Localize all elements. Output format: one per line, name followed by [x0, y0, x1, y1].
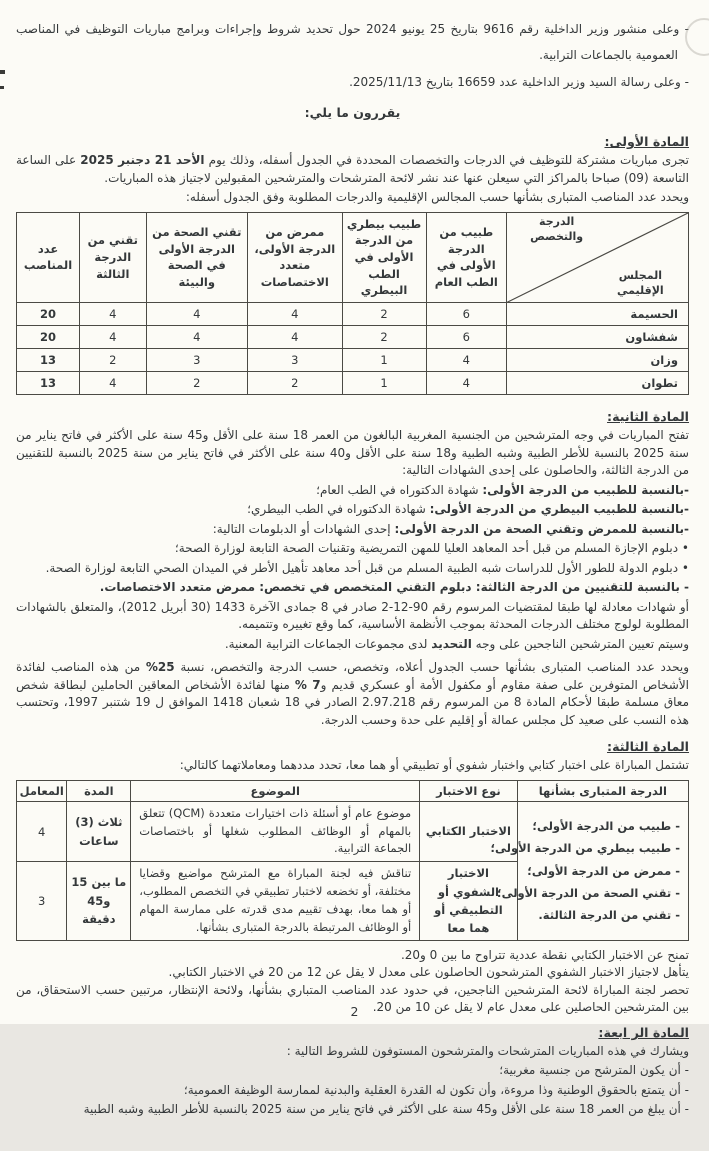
table-row	[17, 303, 689, 326]
degrees-cell	[490, 801, 688, 940]
requirement-label: -بالنسبة للطبيب البيطري من الدرجة الأولى:	[429, 502, 689, 517]
value-cell: 4	[248, 303, 343, 326]
column-header: الموضوع	[131, 780, 420, 801]
diploma-bullet	[16, 540, 689, 558]
quota-text: ويحدد عدد المناصب المتبارى بشأنها حسب الجدول أعلاه، وتخصص، حسب الدرجة والتخصص، نسبة	[174, 660, 689, 675]
article-2-title: المادة الثانية:	[607, 409, 689, 425]
article-1-text: تجرى مباريات مشتركة للتوظيف في الدرجات والتخصصات المحددة في الجدول أسفله، وذلك يوم	[204, 153, 689, 168]
scan-artifact	[0, 86, 4, 89]
column-header: عدد المناصب	[17, 212, 80, 302]
column-header: تقني من الدرجة الثالثة	[80, 212, 146, 302]
value-cell: 4	[426, 349, 506, 372]
note-written-score: تمنح عن الاختبار الكتابي نقطة عددية تتراوح ما بين 0 و20.	[400, 947, 689, 962]
preamble-item: - وعلى رسالة السيد وزير الداخلية عدد 16659 بتاريخ 2025/11/13.	[349, 74, 689, 89]
bullet-icon: •	[681, 560, 689, 575]
quota-text: منها لفائدة الأشخاص المعاقين الحاملين لبطاقة شخص معاق مسلمة طبقا لأحكام المادة 8 من المرسوم رقم 2.97.218 الصادر في 18 شعبان 1418 الموافق ل 19 شتنبر 1997، وتحتسب هذه النسب على صعيد كل مجلس عمالة أو إقليم على حدة وحسب الدرجة.	[16, 677, 690, 727]
requirement-text: شهادة الدكتوراه في الطب العام؛	[316, 482, 483, 497]
preamble	[16, 16, 689, 95]
column-header: تقني الصحة من الدرجة الأولى في الصحة والبيئة	[146, 212, 248, 302]
requirement-text: إحدى الشهادات أو الدبلومات التالية:	[212, 521, 395, 536]
appointment-emphasis: التحديد	[431, 636, 472, 651]
exam-date: الأحد 21 دجنبر 2025	[80, 153, 205, 168]
column-header: الدرجة المتبارى بشأنها	[517, 780, 688, 801]
council-cell: الحسيمة	[507, 303, 689, 326]
value-cell: 2	[146, 372, 248, 395]
council-cell: تطوان	[507, 372, 689, 395]
corner-label-degree: الدرجة والتخصص	[530, 214, 584, 243]
article-2-intro: تفتح المباريات في وجه المترشحين من الجنسية المغربية البالغون من العمر 18 سنة على الأقل و45 سنة على الأكثر في فاتح يناير من سنة 2025 بالنسبة للأطر الطبية وشبه الطبية و18 سنة على الأقل و40 سنة على الأكثر في فاتح يناير من سنة 2025 بالنسبة للتقنيين من الدرجة الثالثة، والحاصلون على إحدى الشهادات التالية:	[16, 428, 689, 478]
decision-heading: يقررون ما يلي:	[304, 105, 401, 121]
value-cell: 3	[248, 349, 343, 372]
value-cell: 4	[248, 326, 343, 349]
requirement-label: -بالنسبة للممرض وتقني الصحة من الدرجة الأولى:	[394, 521, 689, 536]
degree-requirement-item	[16, 501, 689, 519]
table-row	[17, 372, 689, 395]
value-cell: 4	[80, 372, 146, 395]
value-cell: 4	[80, 326, 146, 349]
column-header: المدة	[67, 780, 131, 801]
quota-percent-disability: 7 %	[294, 677, 321, 692]
degree-line: - تقني من الدرجة الثالثة.	[538, 908, 680, 923]
article-1-paragraph	[16, 152, 689, 187]
equivalence-paragraph: أو شهادات معادلة لها طبقا لمقتضيات المرسوم رقم 90-12-2 صادر في 8 جمادى الآخرة 1433 (30 أبريل 2012)، والمتعلق بالشهادات المطلوبة لولوج مختلف الدرجات المحدثة بموجب الأنظمة الأساسية، كما وقع تغييره وتتميمه.	[16, 599, 690, 632]
note-oral-threshold: يتأهل لاجتياز الاختبار الشفوي المترشحون الحاصلون على معدل لا يقل عن 12 من 20 في الاختبار الكتابي.	[168, 965, 689, 980]
degree-line: - طبيب من الدرجة الأولى؛	[532, 818, 680, 833]
article-1-title: المادة الأولى:	[604, 134, 689, 150]
quota-text: من هذه المناصب لفائدة الأشخاص المتوفرين على صفة مقاوم أو مكفول الأمة أو عسكري قديم و	[16, 660, 690, 692]
condition-item: - أن يتمتع بالحقوق الوطنية وذا مروءة، وأن تكون له القدرة العقلية والبدنية لممارسة الوظيفة العمومية؛	[183, 1082, 689, 1097]
corner-cell	[507, 212, 689, 302]
quota-paragraph	[16, 659, 689, 729]
column-header: نوع الاختبار	[420, 780, 517, 801]
preamble-item-text: وعلى منشور وزير الداخلية رقم 9616 بتاريخ 25 يونيو 2024 حول تحديد شروط وإجراءات وبرامج مباريات التوظيف في المناصب العمومية بالجماعات الترابية.	[16, 22, 680, 63]
value-cell: 4	[146, 326, 248, 349]
bullet-icon: •	[681, 541, 689, 556]
table-row	[17, 349, 689, 372]
article-4-intro: ويشارك في هذه المباريات المترشحات والمترشحون المستوفون للشروط التالية :	[286, 1043, 689, 1058]
appointment-paragraph	[16, 636, 689, 654]
appointment-text: لدى مجموعات الجماعات الترابية المعنية.	[224, 636, 432, 651]
diploma-bullet	[16, 560, 689, 578]
diploma-text: دبلوم الإجازة المسلم من قبل أحد المعاهد العليا للمهن التمريضية وتقنيات الصحة التابعة لوزارة الصحة؛	[174, 541, 679, 556]
preamble-item-text: وعلى رسالة السيد وزير الداخلية عدد 16659 بتاريخ 2025/11/13.	[349, 74, 681, 89]
condition-item: - أن يبلغ من العمر 18 سنة على الأقل و45 سنة على الأكثر في فاتح يناير من سنة 2025 بالنسبة للأطر الطبية وشبه الطبية	[83, 1102, 689, 1117]
degree-line: - ممرض من الدرجة الأولى؛	[527, 863, 680, 878]
table-row	[17, 801, 689, 861]
requirement-text: شهادة الدكتوراه في الطب البيطري؛	[247, 502, 430, 517]
value-cell: 6	[426, 303, 506, 326]
exam-table-header-row	[17, 780, 689, 801]
exam-subject-cell: موضوع عام أو أسئلة ذات اختيارات متعددة (QCM) تتعلق بالمهام أو الوظائف المطلوب شغلها أو باختصاصات الجماعة الترابية.	[131, 801, 420, 861]
positions-table	[16, 212, 689, 395]
exam-type-cell: الاختبار الشفوي أو التطبيقي أو هما معا	[420, 862, 517, 941]
column-header: طبيب من الدرجة الأولى في الطب العام	[426, 212, 506, 302]
value-cell: 1	[342, 349, 426, 372]
value-cell: 2	[80, 349, 146, 372]
appointment-text: وسيتم تعيين المترشحين الناجحين على وجه	[471, 636, 689, 651]
degree-requirement-item	[16, 521, 689, 539]
article-3-title: المادة الثالثة:	[607, 739, 689, 755]
requirement-label: -بالنسبة للطبيب من الدرجة الأولى:	[482, 482, 689, 497]
total-cell: 20	[17, 326, 80, 349]
condition-item: - أن يكون المترشح من جنسية مغربية؛	[499, 1063, 689, 1078]
table-row	[17, 326, 689, 349]
degree-requirement-item: - بالنسبة للتقنيين من الدرجة الثالثة: دبلوم التقني المتخصص في تخصص: ممرض متعدد الاختصاصات.	[99, 580, 689, 595]
column-header: ممرض من الدرجة الأولى، متعدد الاختصاصات	[248, 212, 343, 302]
quota-percent-resistance: 25%	[145, 660, 175, 675]
note-ranking: تحصر لجنة المباراة لائحة المترشحين الناجحين، في حدود عدد المناصب المتباري بشأنها، ولائحة الإنتظار، مرتبين حسب الاستحقاق، من بين المترشحين الحاصلين على معدل عام لا يقل عن 10 من 20.	[16, 982, 689, 1015]
exam-duration-cell: ما بين 15 و45 دقيقة	[67, 862, 131, 941]
corner-label-council: المجلس الإقليمي	[617, 269, 664, 298]
exam-coefficient-cell: 4	[17, 801, 67, 861]
total-cell: 20	[17, 303, 80, 326]
total-cell: 13	[17, 349, 80, 372]
value-cell: 4	[426, 372, 506, 395]
exam-subject-cell: تناقش فيه لجنة المباراة مع المترشح مواضيع وقضايا مختلفة، أو تخضعه لاختبار تطبيقي في التخصص المطلوب، أو هما معا، بهدف تقييم مدى قدرته على ممارسة المهام أو الوظائف المرتبطة بالدرجة المتبارى بشأنها.	[131, 862, 420, 941]
degree-line: - طبيب بيطري من الدرجة الأولى؛	[490, 841, 680, 856]
article-4-title: المادة الر ابعة:	[598, 1024, 689, 1040]
value-cell: 1	[342, 372, 426, 395]
positions-table-header-row	[17, 212, 689, 302]
exam-type-cell: الاختبار الكتابي	[420, 801, 517, 861]
diploma-text: دبلوم الدولة للطور الأول للدراسات شبه الطبية المسلم من قبل أحد معاهد تأهيل الأطر في الميدان الصحي التابعة لوزارة الصحة.	[45, 560, 679, 575]
preamble-item: - وعلى منشور وزير الداخلية رقم 9616 بتاريخ 25 يونيو 2024 حول تحديد شروط وإجراءات وبرامج مباريات التوظيف في المناصب العمومية بالجماعات الترابية.	[16, 22, 689, 63]
scan-artifact	[0, 70, 5, 74]
value-cell: 4	[146, 303, 248, 326]
article-1-text: على الساعة التاسعة (09) صباحا بالمراكز التي سيعلن عنها عند نشر لائحة المترشحات والمترشحين المقبولين لاجتياز هذه المباريات.	[16, 153, 689, 185]
article-3-intro: تشتمل المباراة على اختبار كتابي واختبار شفوي أو تطبيقي أو هما معا، تحدد مددهما ومعاملاتهما كالتالي:	[179, 758, 689, 773]
council-cell: وزان	[507, 349, 689, 372]
value-cell: 3	[146, 349, 248, 372]
exam-coefficient-cell: 3	[17, 862, 67, 941]
column-header: طبيب بيطري من الدرجة الأولى في الطب البيطري	[342, 212, 426, 302]
degree-line: - تقني الصحة من الدرجة الأولى؛	[496, 886, 680, 901]
value-cell: 6	[426, 326, 506, 349]
degree-requirement-item	[16, 482, 689, 500]
total-cell: 13	[17, 372, 80, 395]
value-cell: 2	[342, 326, 426, 349]
exam-duration-cell: ثلاث (3) ساعات	[67, 801, 131, 861]
page-number: 2	[350, 1004, 359, 1019]
value-cell: 2	[342, 303, 426, 326]
council-cell: شفشاون	[507, 326, 689, 349]
value-cell: 2	[248, 372, 343, 395]
exam-table	[16, 780, 689, 941]
article-1-paragraph-2: ويحدد عدد المناصب المتبارى بشأنها حسب المجالس الإقليمية والدرجات المطلوبة وفق الجدول أسفله:	[185, 190, 689, 205]
column-header: المعامل	[17, 780, 67, 801]
value-cell: 4	[80, 303, 146, 326]
